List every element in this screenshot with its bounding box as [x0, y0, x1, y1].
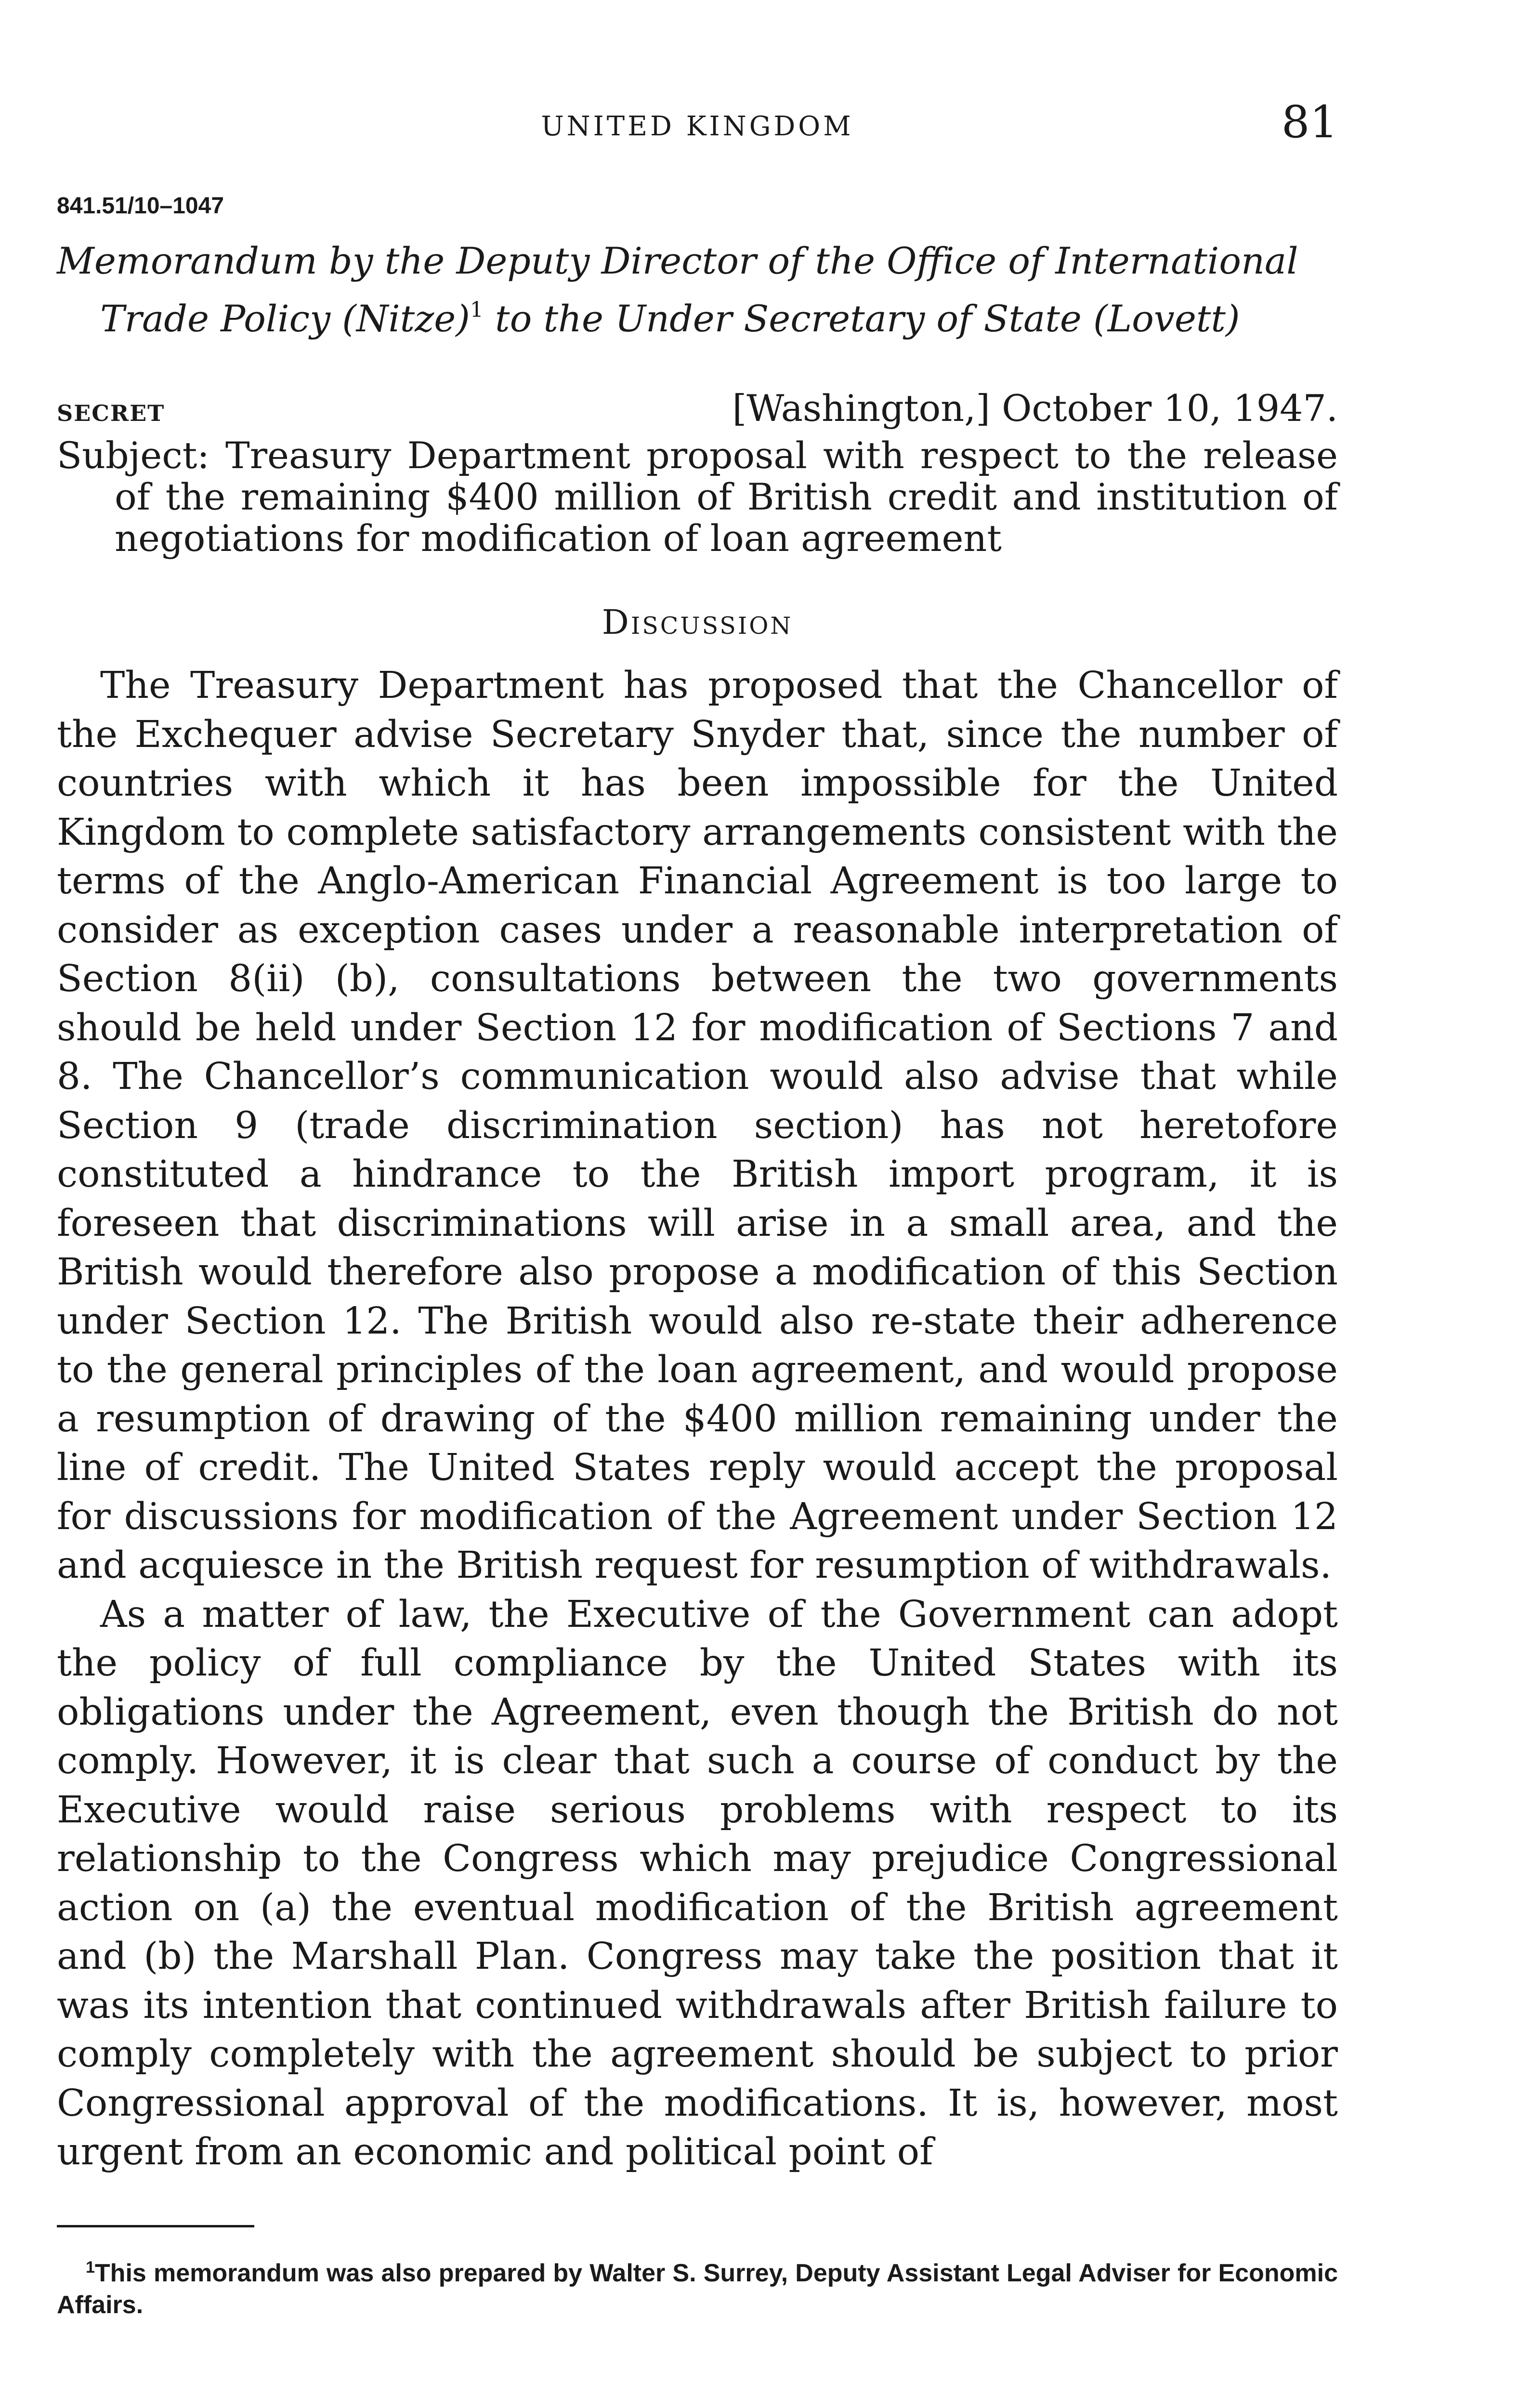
page-number: 81: [1281, 96, 1338, 148]
subject-line: Subject: Treasury Department proposal with respect to the release of the remaining $400 million of British credit and institution of negotiations for modification of loan agreement: [57, 434, 1338, 560]
body-paragraph: As a matter of law, the Executive of the Government can adopt the policy of full compliance by the United States with its obligations under the Agreement, even though the British do not comply. However, it is clear that such a course of conduct by the Executive would raise serious problems with respect to its relationship to the Congress which may prejudice Congressional action on (a) the eventual modification of the British agreement and (b) the Marshall Plan. Congress may take the position that it was its intention that continued withdrawals after British failure to comply completely with the agreement should be subject to prior Congressional approval of the modifications. It is, however, most urgent from an economic and political point of: [57, 1593, 1338, 2173]
document-page: [57, 96, 1338, 2321]
document-date: [Washington,] October 10, 1947.: [732, 387, 1338, 430]
document-title-text: Memorandum by the Deputy Director of the Office of International Trade Policy (Nitze): [57, 239, 1298, 340]
footnote-text: This memorandum was also prepared by Walter S. Surrey, Deputy Assistant Legal Adviser for Economic Affairs.: [57, 2259, 1338, 2319]
running-head: [57, 96, 1338, 159]
title-footnote-marker: 1: [470, 298, 484, 322]
section-heading: Discussion: [602, 602, 793, 642]
dateline: [57, 387, 1338, 435]
running-title: UNITED KINGDOM: [541, 111, 854, 142]
classification-label: SECRET: [57, 400, 165, 426]
file-number: 841.51/10–1047: [57, 193, 224, 219]
footnote-divider: [57, 2225, 254, 2227]
body-paragraph: The Treasury Department has proposed that the Chancellor of the Exchequer advise Secretary Snyder that, since the number of countries with which it has been impossible for the United Kingdom to complete satisfactory arrangements consistent with the terms of the Anglo-American Financial Agreement is too large to consider as exception cases under a reasonable interpretation of Section 8(ii) (b), consultations between the two governments should be held under Section 12 for modification of Sections 7 and 8. The Chancellor’s communication would also advise that while Section 9 (trade discrimination section) has not heretofore constituted a hindrance to the British import program, it is foreseen that discriminations will arise in a small area, and the British would therefore also propose a modification of this Section under Section 12. The British would also re-state their adherence to the general principles of the loan agreement, and would propose a resumption of drawing of the $400 million remaining under the line of credit. The United States reply would accept the proposal for discussions for modification of the Agreement under Section 12 and acquiesce in the British request for resumption of withdrawals.: [57, 664, 1338, 1587]
document-title: [57, 236, 1338, 343]
document-title-tail: to the Under Secretary of State (Lovett): [483, 297, 1240, 340]
footnote-marker: 1: [86, 2258, 95, 2277]
footnote: [57, 2251, 1338, 2321]
